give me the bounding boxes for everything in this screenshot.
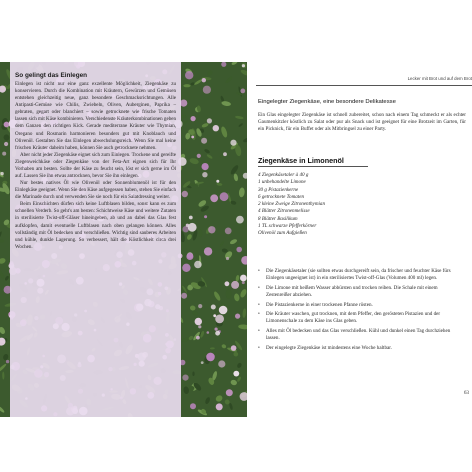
flower-shape [182,375,188,381]
running-head: Lecker mit Brot und auf dem Brot [407,76,472,81]
ingredient-item: 4 Blätter Zitronenmelisse [258,208,310,215]
flower-shape [196,336,200,340]
tip-paragraph: Aber nicht jeder Ziegenkäse eignet sich zum Einlegen. Trockene und gereifte Ziegenweichkäse oder Ziegenkäse von der Feta-Art eignen sich für Ihr Vorhaben am besten. Sollte der Käse zu feucht sein, löst er sich gerne im Öl auf. Lassen Sie ihn etwas antrocknen, bevor Sie ihn einlegen. [15,151,176,180]
flower-shape [202,172,207,177]
ingredient-item: 6 getrocknete Tomaten [258,193,305,200]
flower-shape [191,116,196,121]
flower-shape [4,122,10,128]
flower-shape [213,125,219,131]
method-steps [258,268,462,355]
flower-shape [226,257,229,260]
flower-shape [189,216,193,220]
tip-paragraph: Beim Einschichten dürfen sich keine Luftblasen bilden, sonst kann es zum schnellen Verderb. So geht's am besten: Schichtweise Käse und weitere Zutaten in sterilisierte Twist-off-Gläser hineingeben, ab und an dabei das Glas fest aufklopfen, damit eventuelle Luftblasen nach oben gelangen können. Alles vollständig mit Öl bedecken und verschließen. Wichtig sind sauberes Arbeiten und kühle, dunkle Lagerung. So verbessert, hält die Köstlichkeit circa drei Wochen. [15,201,176,250]
flower-shape [201,361,204,364]
flower-shape [180,100,187,107]
leaf-shape [183,84,190,87]
right-page [256,62,472,417]
flower-shape [216,403,223,410]
flower-shape [202,163,209,170]
flower-shape [6,360,9,363]
ingredient-item: 1 unbehandelte Limone [258,179,306,186]
flower-shape [198,304,202,308]
flower-shape [211,305,216,310]
leaf-shape [192,372,194,377]
flower-shape [210,194,218,202]
flower-shape [215,331,220,336]
flower-shape [207,118,212,123]
flower-shape [182,191,188,197]
section-heading: Eingelegter Ziegenkäse, eine besondere Delikatesse [258,99,396,105]
method-step: • Die Limone mit heißem Wasser abbürsten und trocken reiben. Die Schale mit einem Zestenreißer abziehen. [258,285,462,299]
flower-shape [231,345,237,351]
recipe-title-rule [258,166,368,167]
ingredient-item: Olivenöl zum Aufgießen [258,230,307,236]
tip-paragraph: Nur bestes natives Öl wie Olivenöl oder Sonnenblumenöl ist für den Einlegkäse geeignet. Wenn Sie den Käse aufgegessen haben, stehen Sie einfach die Marinade durch und verwenden Sie sie noch für ein Salatdressing weiter. [15,180,176,201]
flower-shape [194,261,202,269]
flower-shape [0,172,3,175]
tip-box-title: So gelingt das Einlegen [15,72,88,79]
flower-shape [218,360,225,367]
flower-shape [226,389,233,396]
flower-shape [215,315,224,324]
ingredient-item: 4 Ziegenkäsetaler à 40 g [258,172,309,178]
flower-shape [4,142,8,146]
flower-shape [202,78,206,82]
flower-shape [197,154,201,158]
flower-shape [190,403,196,409]
flower-shape [233,371,239,377]
flower-shape [216,180,219,183]
flower-shape [236,247,242,253]
flower-shape [195,318,202,325]
flower-shape [240,275,247,282]
flower-shape [2,152,6,156]
flower-shape [215,328,218,331]
flower-shape [223,152,227,156]
flower-shape [231,281,239,289]
flower-shape [225,281,230,286]
left-page [0,62,247,417]
flower-shape [204,247,212,255]
flower-shape [186,253,193,260]
flower-shape [186,224,189,227]
page-number: 63 [463,390,469,396]
method-step: • Die Kräuter waschen, gut trocknen, mit dem Pfeffer, den gerösteten Pistazien und der Limonenschale zu dem Käse ins Glas geben. [258,311,462,325]
flower-shape [204,215,207,218]
flower-shape [208,226,215,233]
tip-paragraph: Einlegen ist nicht nur eine ganz exzellente Möglichkeit, Ziegenkäse zu konservieren. Durch die Kombination mit Kräutern, Gewürzen und Gemüsen entstehen gleichzeitig neue, ganz besondere Geschmacksrichtungen. Alle Antipasti-Gemüse wie Chilis, Zwiebeln, Oliven, Auberginen, Paprika – gebraten, gegart oder blanchiert – sowie getrocknete wie frische Tomaten lassen sich mit Käse kombinieren. Verschiedenste Kräuterkombinationen geben dem Ganzen den richtigen Kick. Gerade mediterrane Kräuter wie Thymian, Oregano und Rosmarin harmonieren besonders gut mit Knoblauch und Olivenöl. Gestalten Sie das Einlegen abwechslungsreich. Wenn Sie mal keine frischen Kräuter daheim haben, können Sie auch getrocknete nehmen. [15,81,176,151]
flower-shape [220,192,229,201]
ingredient-item: 2 kleine Zweige Zitronenthymian [258,201,326,207]
ingredient-item: 30 g Pistazienkerne [258,186,299,193]
ingredient-item: 8 Blätter Basilikum [258,215,298,222]
intro-paragraph: Ein Glas eingelegter Ziegenkäse ist schnell zubereitet, schon nach einem Tag schmeckt er als echter Gaumenkitzler köstlich zu Salat oder pur als Snack und ist geeignet für eine Brotzeit im Garten, für ein Picknick, für ein Buffet oder als Mitbringsel zu einer Party. [258,112,466,133]
flower-shape [242,64,245,67]
ingredient-item: 1 TL schwarze Pfefferkörner [258,222,317,229]
method-step: • Die Ziegenkäsetaler (sie sollten etwas durchgereift sein, da frischer und feuchter Käse fürs Einlegen ungeeignet ist) in ein sterilisiertes Twist-off-Glas (Volumen 400 ml) legen. [258,268,462,282]
flower-shape [198,325,201,328]
flower-shape [242,281,245,284]
ingredient-list [258,172,438,237]
flower-shape [236,216,244,224]
flower-shape [191,136,194,139]
recipe-title: Ziegenkäse in Limonenöl [258,156,344,165]
method-step: • Der eingelegte Ziegenkäse ist mindestens eine Woche haltbar. [258,345,462,352]
flower-shape [182,264,190,272]
flower-shape [181,293,187,299]
method-step: • Die Pistazienkerne in einer trockenen Pfanne rösten. [258,302,462,309]
flower-shape [185,71,193,79]
flower-shape [188,223,197,232]
flower-shape [235,314,240,319]
method-step: • Alles mit Öl bedecken und das Glas verschließen. Kühl und dunkel einen Tag durchziehen lassen. [258,328,462,342]
header-rule [256,85,472,86]
flower-shape [219,306,228,315]
tip-box [10,62,181,417]
flower-shape [203,86,211,94]
flower-shape [230,140,236,146]
flower-shape [225,228,232,235]
flower-shape [207,331,210,334]
flower-shape [206,353,215,362]
flower-shape [240,89,245,94]
flower-shape [213,314,216,317]
flower-shape [201,138,207,144]
